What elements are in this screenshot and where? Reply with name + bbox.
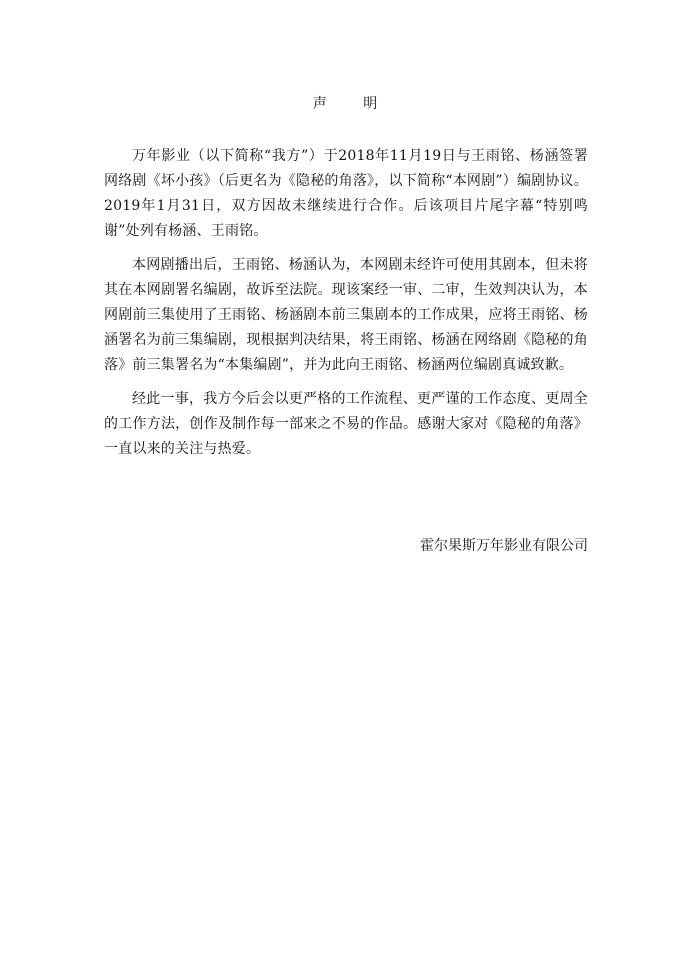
company-signature: 霍尔果斯万年影业有限公司	[420, 538, 588, 554]
paragraph-3: 经此一事，我方今后会以更严格的工作流程、更严谨的工作态度、更周全的工作方法，创作及制作每一部来之不易的作品。感谢大家对《隐秘的角落》一直以来的关注与热爱。	[104, 391, 588, 457]
paragraph-1: 万年影业（以下简称“我方”）于2018年11月19日与王雨铭、杨涵签署网络剧《坏小孩》（后更名为《隐秘的角落》，以下简称“本网剧”）编剧协议。2019年1月31日，双方因故未继续进行合作。后该项目片尾字幕“特别鸣谢”处列有杨涵、王雨铭。	[104, 148, 588, 239]
paragraph-2: 本网剧播出后，王雨铭、杨涵认为，本网剧未经许可使用其剧本，但未将其在本网剧署名编剧，故诉至法院。现该案经一审、二审，生效判决认为，本网剧前三集使用了王雨铭、杨涵剧本前三集剧本的工作成果，应将王雨铭、杨涵署名为前三集编剧，现根据判决结果，将王雨铭、杨涵在网络剧《隐秘的角落》前三集署名为“本集编剧”，并为此向王雨铭、杨涵两位编剧真诚致歉。	[104, 257, 588, 373]
document-body	[104, 144, 588, 471]
document-title: 声 明	[312, 96, 394, 112]
